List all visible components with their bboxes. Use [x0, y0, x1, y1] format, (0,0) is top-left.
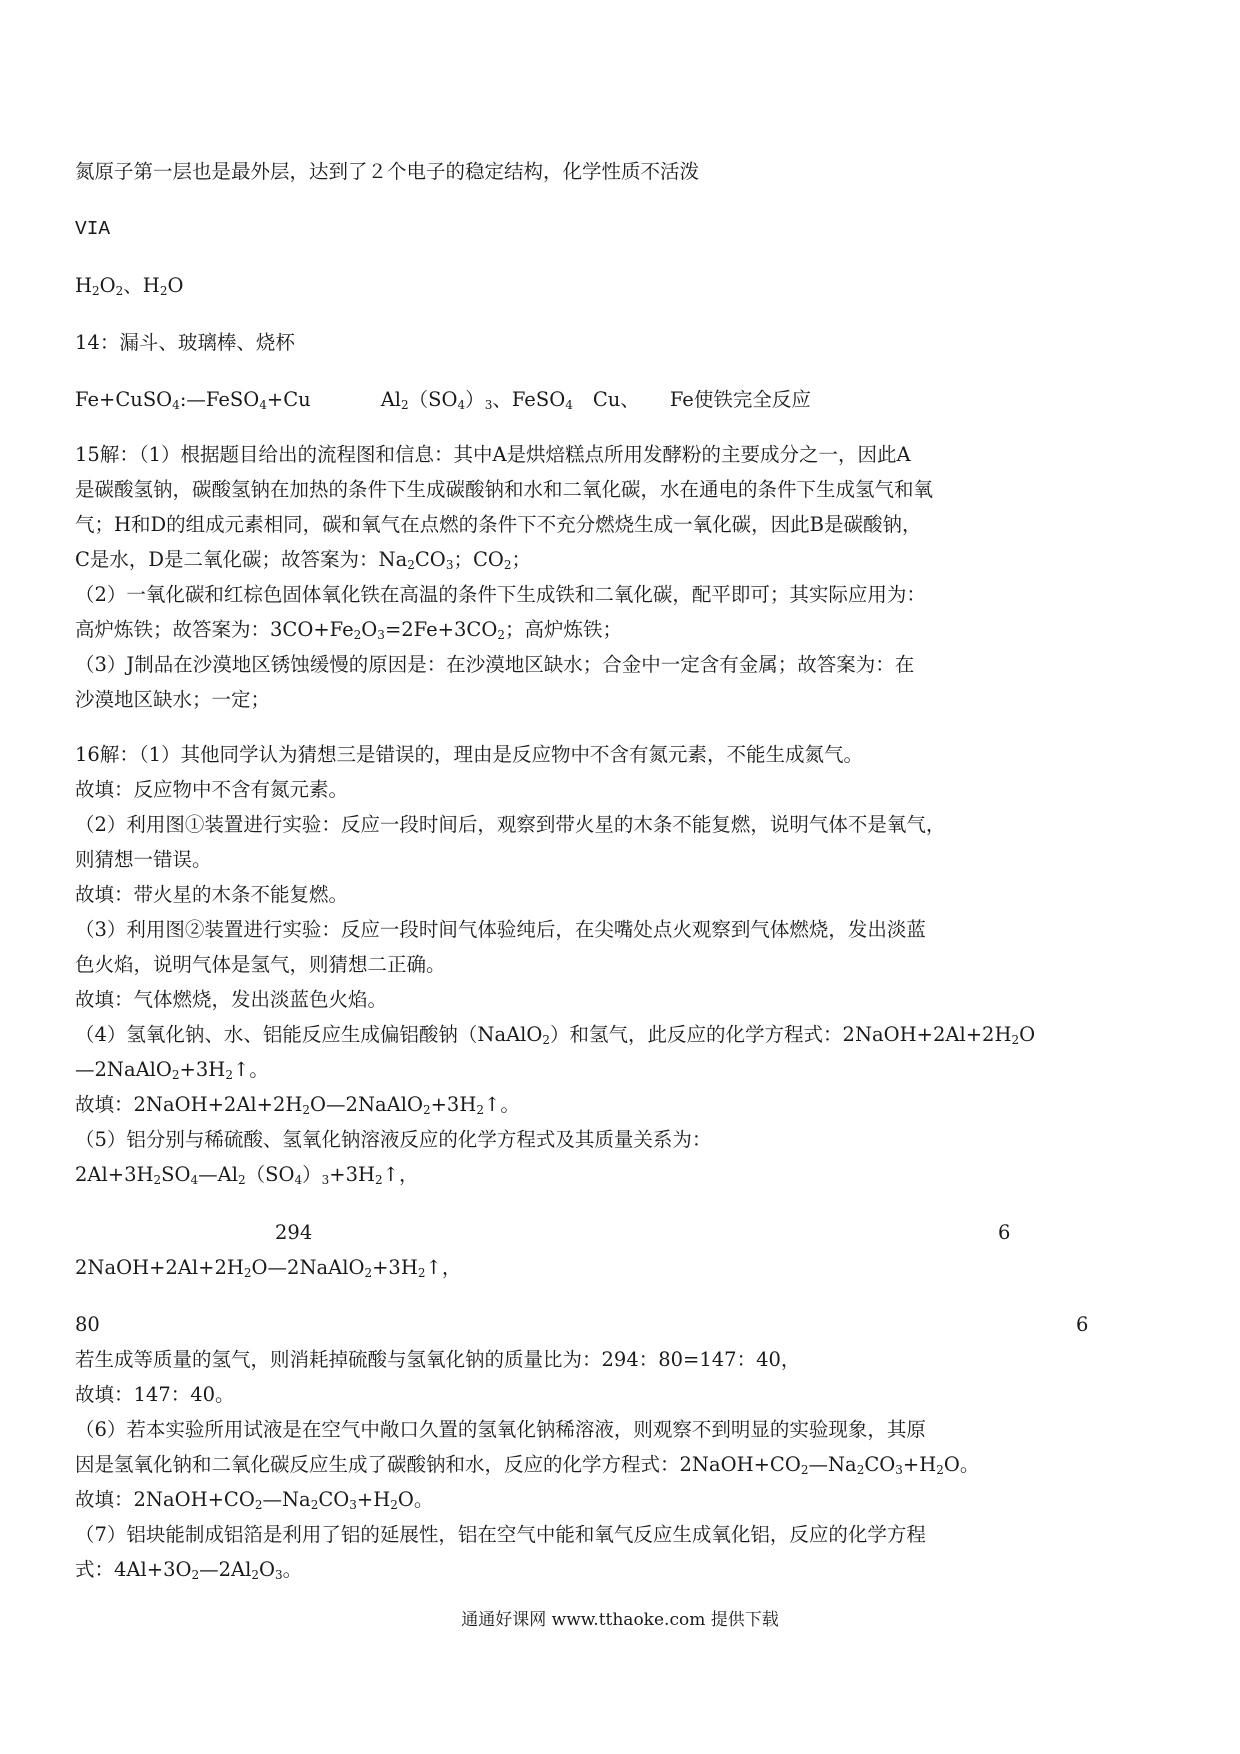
answer-line: 16解：（1）其他同学认为猜想三是错误的，理由是反应物中不含有氮元素，不能生成氮气。: [75, 743, 863, 766]
answer-line: 高炉炼铁；故答案为：$3CO+Fe_2O_3=2Fe+3CO_2$；高炉炼铁；: [75, 618, 622, 642]
answer-line: 则猜想一错误。: [75, 848, 212, 871]
answer-line: （7）铝块能制成铝箔是利用了铝的延展性，铝在空气中能和氧气反应生成氧化铝，反应的化学方程: [75, 1523, 926, 1546]
answer-line: $—2NaAlO_2+3H_2↑$。: [75, 1058, 269, 1082]
answer-line: 色火焰，说明气体是氢气，则猜想二正确。: [75, 953, 446, 976]
answer-line: 气；H和D的组成元素相同，碳和氧气在点燃的条件下不充分燃烧生成一氧化碳，因此B是碳酸钠，: [75, 513, 922, 536]
answer-line: （3）J制品在沙漠地区锈蚀缓慢的原因是：在沙漠地区缺水；合金中一定含有金属；故答案为：在: [75, 653, 915, 676]
answer-line: 故填：147：40。: [75, 1383, 235, 1406]
mass-value: 6: [998, 1221, 1011, 1244]
answer-line: 若生成等质量的氢气，则消耗掉硫酸与氢氧化钠的质量比为：294：80=147：40，: [75, 1348, 801, 1371]
answer-line: $H_2O_2$、$H_2O$: [75, 274, 184, 298]
answer-line: （4）氢氧化钠、水、铝能反应生成偏铝酸钠（NaAlO$_2$）和氢气，此反应的化学方程式：$2NaOH+2Al+2H_2O$: [75, 1023, 1036, 1047]
answer-line: 故填：气体燃烧，发出淡蓝色火焰。: [75, 988, 388, 1011]
answer-line: VIA: [75, 218, 111, 240]
answer-line: 沙漠地区缺水；一定；: [75, 688, 271, 711]
answer-line: 氮原子第一层也是最外层，达到了２个电子的稳定结构，化学性质不活泼: [75, 160, 700, 183]
answer-line: （5）铝分别与稀硫酸、氢氧化钠溶液反应的化学方程式及其质量关系为：: [75, 1128, 712, 1151]
answer-line: 故填：带火星的木条不能复燃。: [75, 883, 349, 906]
answer-line: （3）利用图②装置进行实验：反应一段时间气体验纯后，在尖嘴处点火观察到气体燃烧，发出淡蓝: [75, 918, 926, 941]
page-footer: 通通好课网 www.tthaoke.com 提供下载: [461, 1610, 779, 1630]
answer-line: C是水，D是二氧化碳；故答案为：$Na_2CO_3$；$CO_2$；: [75, 548, 532, 572]
mass-value: 6: [1076, 1313, 1089, 1336]
answer-line: $2Al+3H_2SO_4—Al_2(SO_4)_3+3H_2↑$，: [75, 1163, 419, 1187]
answer-line: 式：$4Al+3O_2—2Al_2O_3$。: [75, 1558, 303, 1582]
answer-line: （6）若本实验所用试液是在空气中敞口久置的氢氧化钠稀溶液，则观察不到明显的实验现象，其原: [75, 1418, 926, 1441]
answer-line: $2NaOH+2Al+2H_2O—2NaAlO_2+3H_2↑$，: [75, 1256, 462, 1280]
answer-line: （2）一氧化碳和红棕色固体氧化铁在高温的条件下生成铁和二氧化碳，配平即可；其实际应用为：: [75, 583, 926, 606]
answer-line: （2）利用图①装置进行实验：反应一段时间后，观察到带火星的木条不能复燃，说明气体不是氧气，: [75, 813, 946, 836]
answer-line: 是碳酸氢钠，碳酸氢钠在加热的条件下生成碳酸钠和水和二氧化碳，水在通电的条件下生成氢气和氧: [75, 478, 934, 501]
answer-line: Fe+CuSO$_4$:—FeSO$_4$+Cu $Al_2(SO_4)_3$、FeSO$_4$ Cu、 Fe使铁完全反应: [75, 388, 811, 412]
answer-line: 因是氢氧化钠和二氧化碳反应生成了碳酸钠和水，反应的化学方程式：$2NaOH+CO_2—Na_2CO_3+H_2O$。: [75, 1453, 980, 1477]
answer-line: 14：漏斗、玻璃棒、烧杯: [75, 331, 295, 354]
answer-line: 故填：反应物中不含有氮元素。: [75, 778, 349, 801]
answer-line: 15解：（1）根据题目给出的流程图和信息：其中A是烘焙糕点所用发酵粉的主要成分之一，因此A: [75, 443, 911, 466]
mass-value: 80: [75, 1313, 100, 1336]
answer-line: 故填：$2NaOH+2Al+2H_2O—2NaAlO_2+3H_2↑$。: [75, 1093, 520, 1117]
answer-line: 故填：$2NaOH+CO_2—Na_2CO_3+H_2O$。: [75, 1488, 434, 1512]
mass-value: 294: [275, 1221, 313, 1244]
